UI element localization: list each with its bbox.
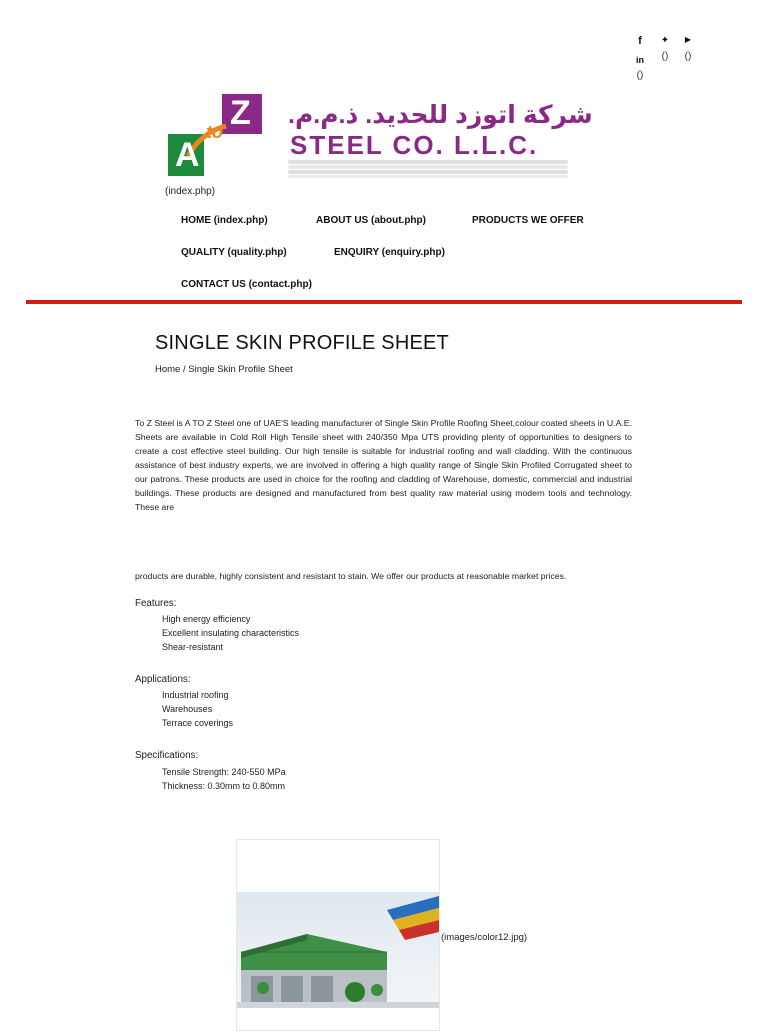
applications-list xyxy=(162,688,233,730)
logo-stripes xyxy=(288,160,568,178)
twitter-link-text[interactable]: () xyxy=(661,51,669,62)
specifications-heading: Specifications: xyxy=(135,750,199,761)
youtube-link-text[interactable]: () xyxy=(684,51,692,62)
applications-heading: Applications: xyxy=(135,674,191,685)
nav-contact[interactable]: CONTACT US (contact.php) xyxy=(181,279,312,290)
list-item: Tensile Strength: 240-550 MPa xyxy=(162,767,286,777)
header-divider xyxy=(26,300,742,304)
list-item: Shear-resistant xyxy=(162,642,224,652)
company-name-latin: STEEL CO. L.L.C. xyxy=(290,130,539,160)
intro-paragraph-continued: products are durable, highly consistent and resistant to stain. We offer our products at reasonable market prices. xyxy=(135,571,567,581)
list-item: Terrace coverings xyxy=(162,718,234,728)
linkedin-link-text[interactable]: () xyxy=(636,70,644,81)
product-image xyxy=(237,840,439,1030)
logo-letter-to: to xyxy=(206,122,223,142)
product-image-card[interactable] xyxy=(236,839,440,1031)
features-list xyxy=(162,612,299,654)
specifications-list xyxy=(162,765,286,793)
logo-link-text[interactable]: (index.php) xyxy=(165,186,216,197)
nav-quality[interactable]: QUALITY (quality.php) xyxy=(181,247,287,258)
nav-products[interactable]: PRODUCTS WE OFFER xyxy=(472,215,584,226)
features-heading: Features: xyxy=(135,598,177,609)
twitter-icon[interactable]: ✦ xyxy=(660,35,670,46)
linkedin-icon[interactable]: in xyxy=(636,55,644,65)
company-logo[interactable] xyxy=(168,92,264,178)
product-image-caption[interactable]: (images/color12.jpg) xyxy=(441,932,528,943)
logo-letter-a: A xyxy=(175,136,200,174)
page-title: SINGLE SKIN PROFILE SHEET xyxy=(155,332,449,354)
facebook-icon[interactable]: f xyxy=(638,35,642,47)
nav-enquiry[interactable]: ENQUIRY (enquiry.php) xyxy=(334,247,445,258)
list-item: Thickness: 0.30mm to 0.80mm xyxy=(162,781,286,791)
list-item: Excellent insulating characteristics xyxy=(162,628,300,638)
youtube-icon[interactable]: ▶ xyxy=(684,35,692,44)
nav-about[interactable]: ABOUT US (about.php) xyxy=(316,215,426,226)
list-item: Industrial roofing xyxy=(162,690,229,700)
list-item: High energy efficiency xyxy=(162,614,251,624)
intro-paragraph: To Z Steel is A TO Z Steel one of UAE'S leading manufacturer of Single Skin Profile Roofing Sheet,colour coated sheets in U.A.E. Sheets are available in Cold Roll High Tensile sheet with 240/350 Mpa UTS providing plenty of opportunities to designers to create a cost effective steel building. Our high tensile is suitable for industrial roofing and wall cladding. With the continuous assistance of best industry experts, we are involved in offering a high quality range of Single Skin Profiled Corrugated sheet to our patrons. These products are used in choice for the roofing and cladding of Warehouse, domestic, commercial and industrial buildings. These products are designed and manufactured from best quality raw material using modern tools and technology. These are xyxy=(135,418,632,512)
nav-home[interactable]: HOME (index.php) xyxy=(181,215,268,226)
list-item: Warehouses xyxy=(162,704,213,714)
breadcrumb[interactable]: Home / Single Skin Profile Sheet xyxy=(155,364,293,375)
logo-letter-z: Z xyxy=(230,94,251,132)
company-name-arabic: شركة اتوزد للحديد. ذ.م.م. xyxy=(288,101,593,129)
